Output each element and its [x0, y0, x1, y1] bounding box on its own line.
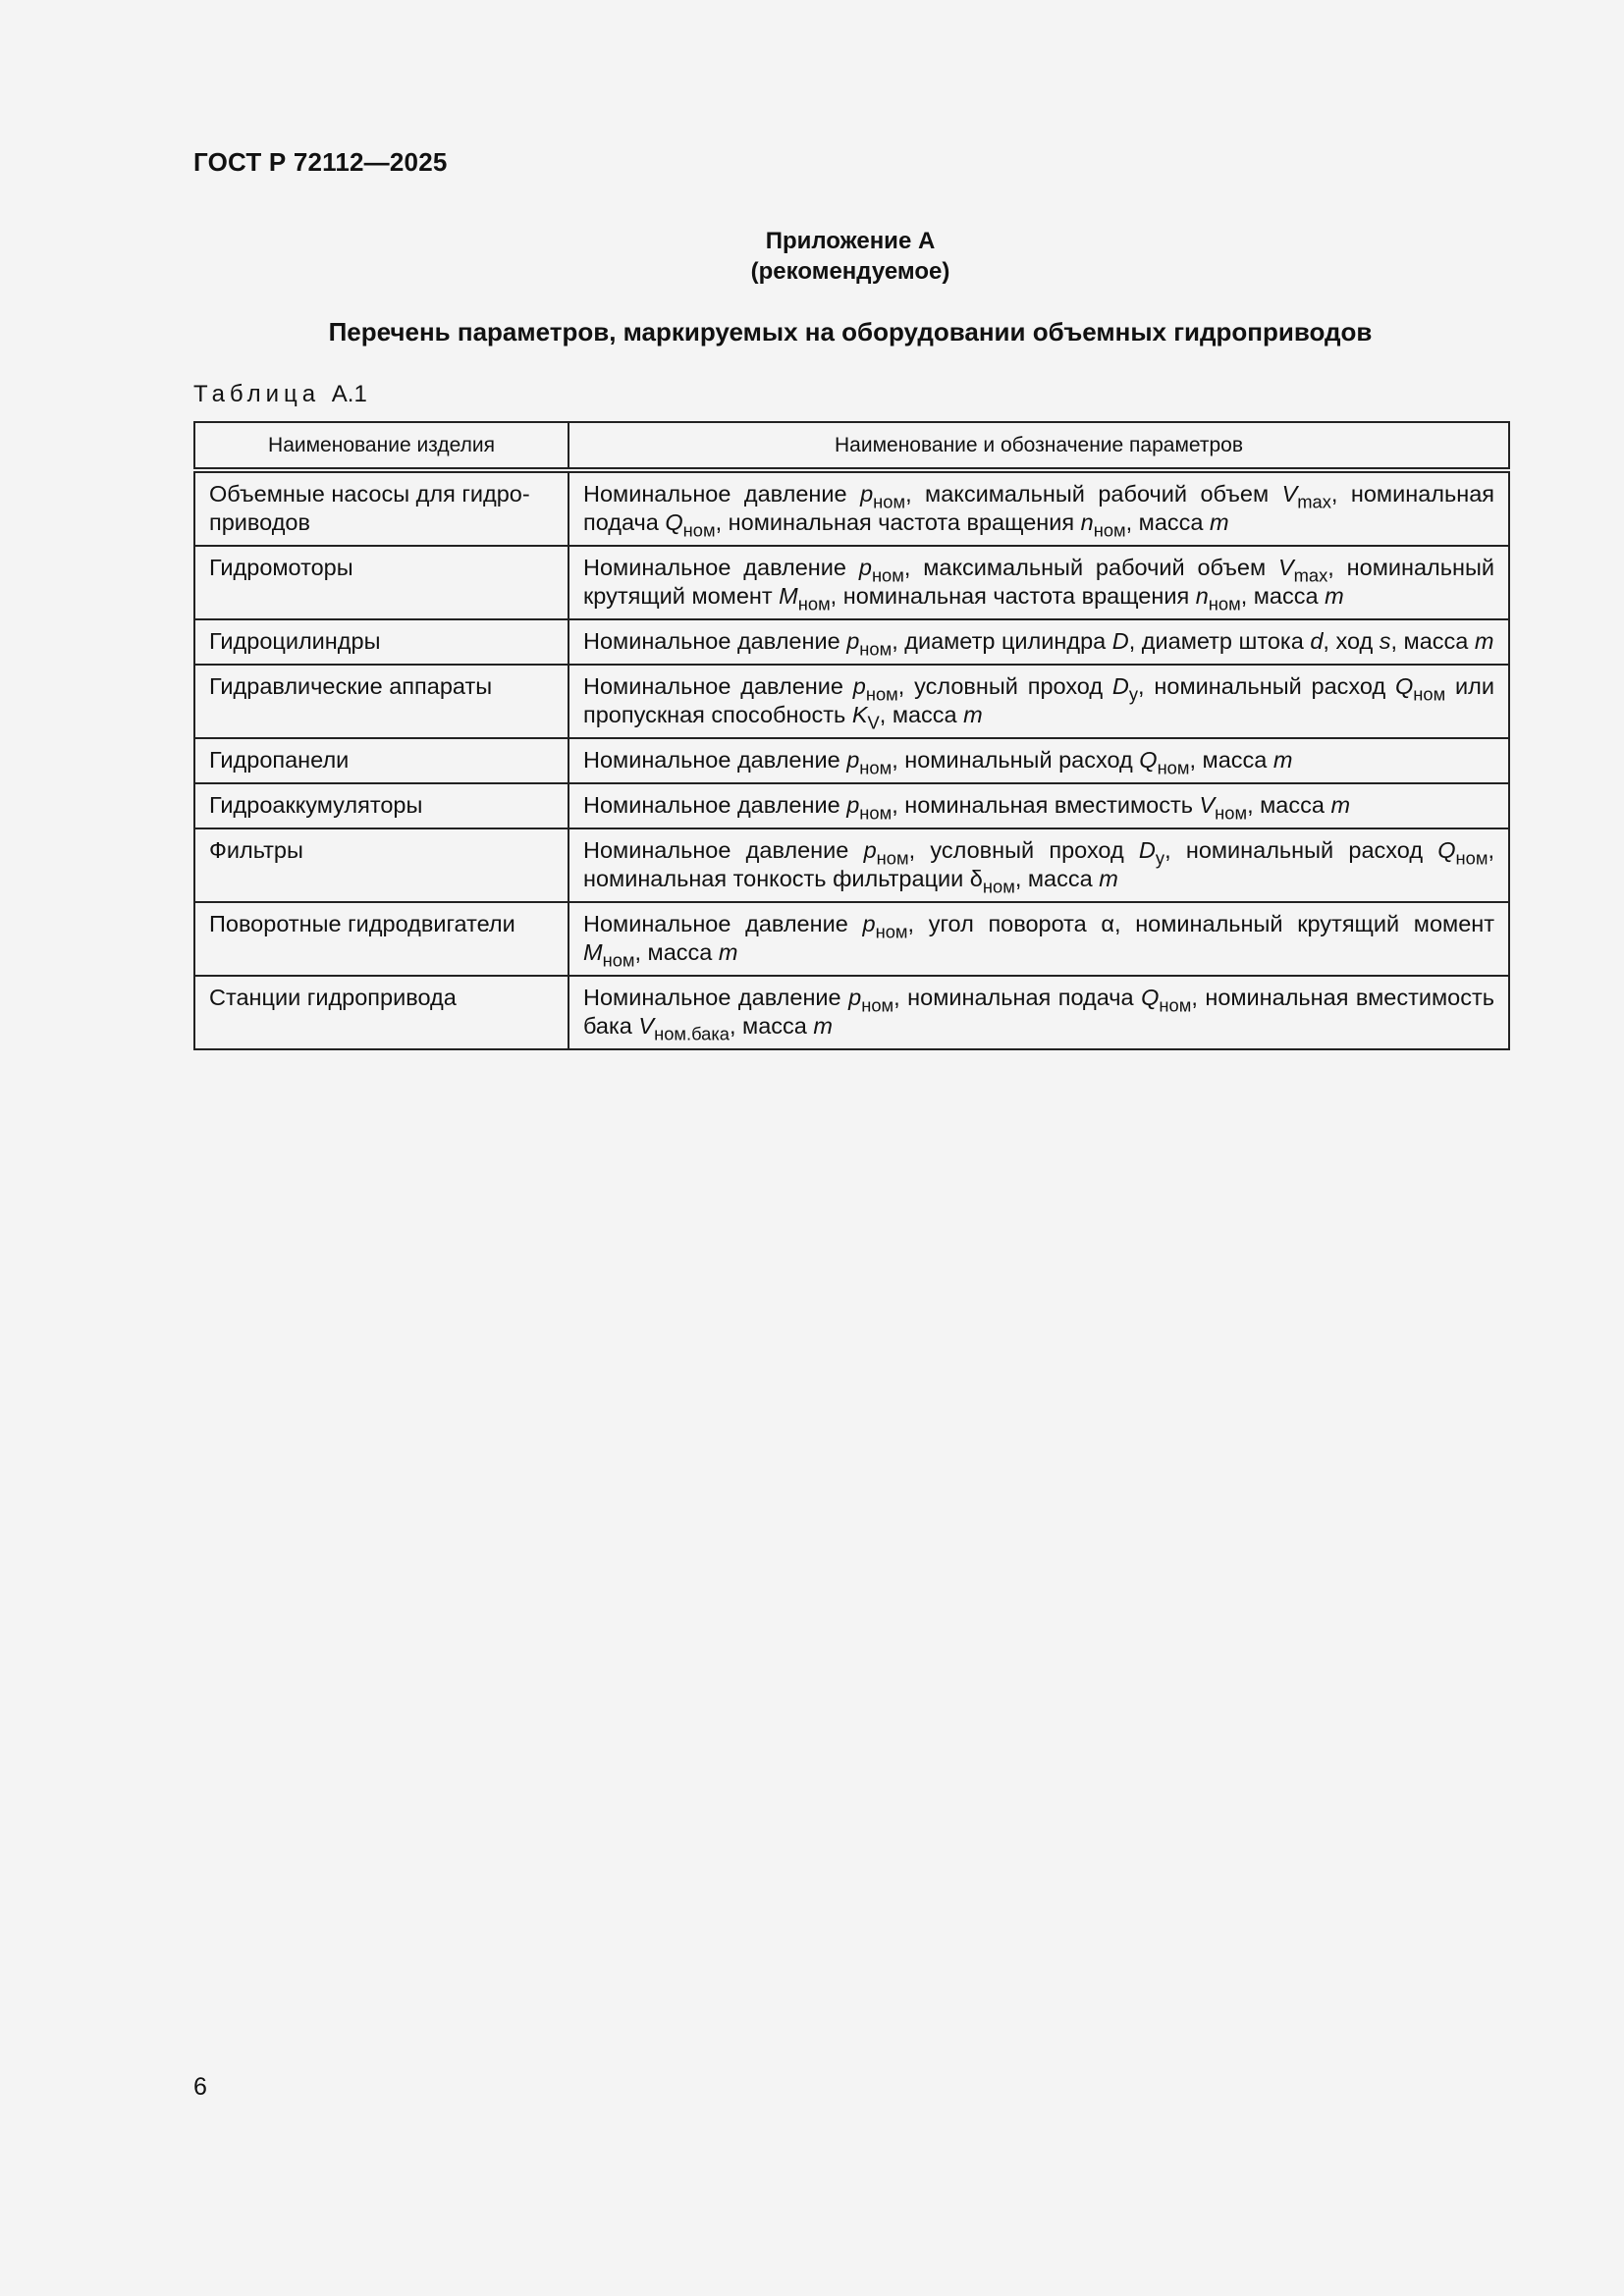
- parameters-cell: [568, 902, 1509, 976]
- parameters-cell: [568, 976, 1509, 1049]
- parameter-symbol: V: [1277, 555, 1294, 580]
- product-name-cell: Фильтры: [194, 828, 568, 902]
- parameters-cell: [568, 783, 1509, 828]
- parameter-symbol: Q: [665, 509, 683, 535]
- parameter-text: , диаметр штока: [1128, 628, 1311, 654]
- parameter-text: , номинальная частота вращения: [715, 509, 1081, 535]
- parameter-subscript: ном: [1455, 847, 1489, 869]
- parameter-text: , ход: [1323, 628, 1380, 654]
- parameter-symbol: V: [638, 1013, 655, 1039]
- parameter-text: Номинальное давление: [583, 673, 853, 699]
- parameter-text: , номинальная частота вращения: [830, 583, 1196, 609]
- parameter-subscript: ном: [1413, 683, 1446, 705]
- parameters-table: [193, 421, 1510, 1050]
- parameter-text: , условный проход: [908, 837, 1139, 863]
- table-row: [194, 665, 1509, 738]
- table-row: [194, 619, 1509, 665]
- parameter-symbol: m: [1330, 792, 1351, 818]
- parameter-symbol: n: [1080, 509, 1094, 535]
- parameter-text: , номинальная подача: [893, 985, 1142, 1010]
- column-header-parameters: Наименование и обозначение параметров: [568, 422, 1509, 470]
- annex-status: (рекомендуемое): [750, 258, 950, 285]
- parameter-symbol: Q: [1395, 673, 1414, 699]
- parameter-text: , диаметр цилиндра: [892, 628, 1112, 654]
- parameter-symbol: d: [1310, 628, 1324, 654]
- parameter-subscript: ном: [861, 994, 894, 1016]
- parameter-symbol: m: [1474, 628, 1494, 654]
- parameter-symbol: K: [851, 702, 868, 727]
- column-header-product: Наименование изделия: [194, 422, 568, 470]
- parameter-subscript: ном: [859, 638, 893, 660]
- parameter-symbol: p: [846, 792, 860, 818]
- table-row: [194, 783, 1509, 828]
- parameter-text: , номинальный расход: [892, 747, 1140, 773]
- parameter-symbol: p: [852, 673, 866, 699]
- page-number: 6: [193, 2073, 207, 2101]
- parameter-subscript: ном: [982, 876, 1015, 897]
- parameter-symbol: D: [1111, 673, 1129, 699]
- parameter-text: Номинальное давление: [583, 628, 847, 654]
- table-header-row: [194, 422, 1509, 470]
- parameter-symbol: p: [846, 628, 860, 654]
- parameters-cell: [568, 619, 1509, 665]
- table-row: [194, 470, 1509, 546]
- parameter-symbol: V: [1281, 481, 1298, 507]
- parameter-subscript: ном: [602, 949, 635, 971]
- parameter-text: , номинальный расход: [1164, 837, 1438, 863]
- parameter-text: , номинальный расход: [1138, 673, 1396, 699]
- parameter-text: Номинальное давление: [583, 747, 847, 773]
- parameters-cell: [568, 546, 1509, 619]
- product-name-cell: Гидравлические аппараты: [194, 665, 568, 738]
- parameter-subscript: ном.бака: [654, 1023, 730, 1044]
- parameter-text: , номинальная вместимость: [892, 792, 1200, 818]
- parameter-symbol: p: [858, 555, 872, 580]
- parameter-symbol: m: [1099, 866, 1118, 891]
- product-name-cell: Гидропанели: [194, 738, 568, 783]
- parameter-text: , масса: [634, 939, 719, 965]
- document-id: ГОСТ Р 72112—2025: [193, 147, 448, 177]
- parameter-symbol: p: [863, 837, 877, 863]
- parameters-cell: [568, 470, 1509, 546]
- parameter-subscript: V: [867, 712, 880, 733]
- parameter-symbol: p: [846, 747, 860, 773]
- table-caption-word: Таблица: [193, 381, 321, 407]
- parameter-text: , угол поворота α, номинальный крутящий момент: [907, 911, 1495, 936]
- parameter-subscript: ном: [797, 593, 831, 614]
- parameter-subscript: ном: [859, 802, 893, 824]
- parameter-text: Номинальное давление: [583, 481, 861, 507]
- table-row: [194, 738, 1509, 783]
- parameter-symbol: n: [1195, 583, 1209, 609]
- parameter-symbol: m: [1325, 583, 1344, 609]
- product-name-cell: Гидроцилиндры: [194, 619, 568, 665]
- parameter-text: , максимальный рабочий объем: [905, 481, 1282, 507]
- parameter-symbol: Q: [1141, 985, 1160, 1010]
- parameter-symbol: M: [779, 583, 798, 609]
- parameter-subscript: ном: [1093, 519, 1126, 541]
- table-caption: [193, 381, 367, 408]
- parameter-text: , условный проход: [897, 673, 1112, 699]
- parameter-symbol: m: [1210, 509, 1229, 535]
- parameter-subscript: y: [1155, 847, 1165, 869]
- parameter-text: , масса: [879, 702, 964, 727]
- table-row: [194, 902, 1509, 976]
- parameter-text: , масса: [1247, 792, 1331, 818]
- parameter-subscript: ном: [865, 683, 898, 705]
- parameter-subscript: max: [1297, 491, 1331, 512]
- parameter-subscript: ном: [1215, 802, 1248, 824]
- product-name-cell: Гидромоторы: [194, 546, 568, 619]
- parameter-text: или пропускная способность: [583, 673, 1495, 727]
- document-title: Перечень параметров, маркируемых на оборудовании объемных гидроприводов: [328, 317, 1373, 347]
- parameter-symbol: Q: [1437, 837, 1456, 863]
- parameter-symbol: p: [862, 911, 876, 936]
- parameter-subscript: max: [1293, 564, 1328, 586]
- parameter-text: Номинальное давление: [583, 555, 859, 580]
- parameter-subscript: y: [1128, 683, 1139, 705]
- table-row: [194, 828, 1509, 902]
- parameter-subscript: ном: [871, 564, 904, 586]
- parameter-symbol: s: [1379, 628, 1391, 654]
- parameters-cell: [568, 828, 1509, 902]
- parameter-text: , номинальная подача: [583, 481, 1494, 535]
- annex-title: Приложение А: [765, 228, 936, 254]
- parameter-symbol: V: [1199, 792, 1216, 818]
- product-name-cell: Станции гидропривода: [194, 976, 568, 1049]
- parameter-symbol: m: [963, 702, 983, 727]
- parameter-subscript: ном: [682, 519, 716, 541]
- parameter-symbol: m: [813, 1013, 833, 1039]
- parameter-text: Номинальное давление: [583, 792, 847, 818]
- parameter-text: , масса: [1240, 583, 1326, 609]
- parameter-text: , масса: [1189, 747, 1273, 773]
- parameter-symbol: m: [718, 939, 738, 965]
- parameter-symbol: M: [583, 939, 603, 965]
- parameter-text: Номинальное давление: [583, 911, 863, 936]
- parameter-subscript: ном: [1208, 593, 1241, 614]
- table-body: [194, 470, 1509, 1049]
- table-row: [194, 976, 1509, 1049]
- parameter-text: , номинальный крутящий момент: [583, 555, 1494, 609]
- parameter-symbol: Q: [1139, 747, 1158, 773]
- parameter-subscript: ном: [1159, 994, 1192, 1016]
- parameter-symbol: D: [1111, 628, 1129, 654]
- parameter-text: , масса: [729, 1013, 814, 1039]
- parameter-text: Номинальное давление: [583, 837, 864, 863]
- parameter-subscript: ном: [1157, 757, 1190, 778]
- table-caption-number: А.1: [331, 381, 367, 407]
- table-row: [194, 546, 1509, 619]
- parameter-text: , номинальная вместимость бака: [583, 985, 1495, 1039]
- parameter-text: Номинальное давление: [583, 985, 849, 1010]
- parameter-symbol: p: [860, 481, 874, 507]
- parameter-subscript: ном: [873, 491, 906, 512]
- parameter-symbol: D: [1138, 837, 1156, 863]
- product-name-cell: Объемные насосы для гидро-приводов: [194, 470, 568, 546]
- parameter-subscript: ном: [859, 757, 893, 778]
- parameter-subscript: ном: [875, 921, 908, 942]
- parameter-symbol: p: [848, 985, 862, 1010]
- parameter-text: , номинальная тонкость фильтрации δ: [583, 837, 1494, 891]
- parameter-text: , масса: [1390, 628, 1475, 654]
- parameter-text: , масса: [1125, 509, 1211, 535]
- product-name-cell: Гидроаккумуляторы: [194, 783, 568, 828]
- parameter-text: , масса: [1014, 866, 1100, 891]
- parameters-cell: [568, 738, 1509, 783]
- parameter-symbol: m: [1272, 747, 1293, 773]
- product-name-cell: Поворотные гидродвигатели: [194, 902, 568, 976]
- parameter-subscript: ном: [876, 847, 909, 869]
- annex-heading: [193, 226, 1507, 287]
- parameters-cell: [568, 665, 1509, 738]
- parameter-text: , максимальный рабочий объем: [903, 555, 1278, 580]
